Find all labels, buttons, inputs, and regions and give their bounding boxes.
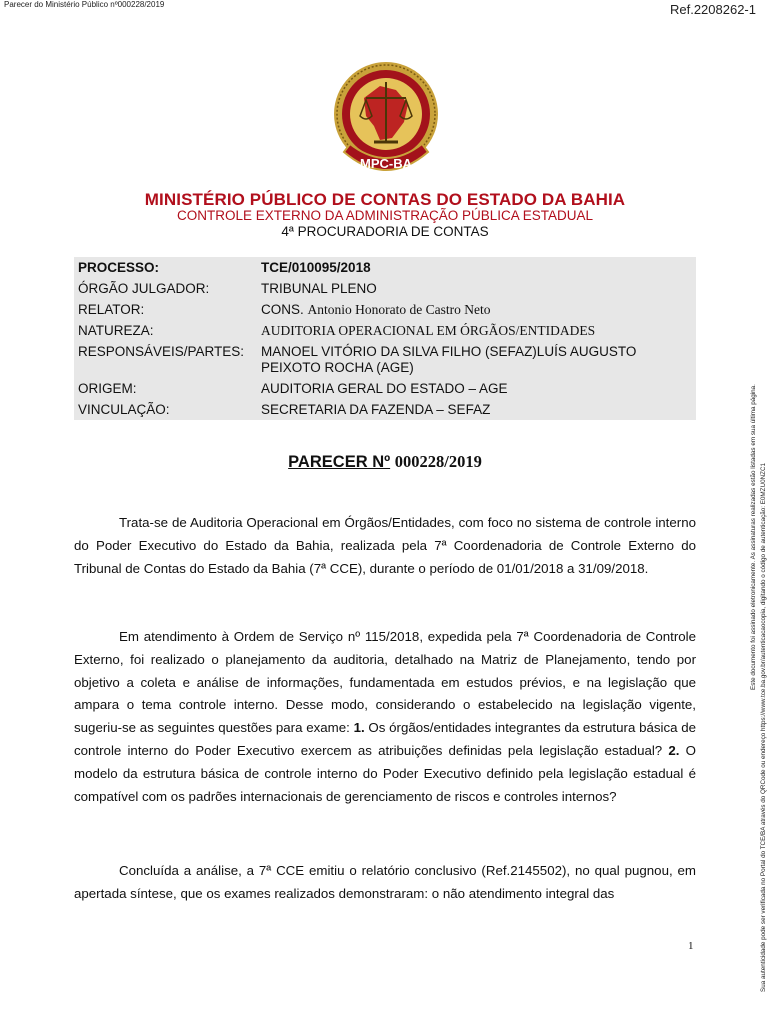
info-row-natureza bbox=[74, 320, 696, 341]
paragraph-2-text-a: Em atendimento à Ordem de Serviço nº 115/2018, expedida pela 7ª Coordenadoria de Controle Externo, foi realizado o planejamento da auditoria, detalhado na Matriz de Planejamento, tendo por objetivo a coleta e análise de informações, fundamentada em estudos prévios, e na legislação que ampara o tema controle interno. Desse modo, considerando o estabelecido na legislação vigente, sugeriu-se as seguintes questões para exame: bbox=[74, 629, 696, 736]
orgao-label: ÓRGÃO JULGADOR: bbox=[78, 281, 210, 296]
natureza-value: AUDITORIA OPERACIONAL EM ÓRGÃOS/ENTIDADES bbox=[261, 323, 596, 338]
vinculacao-value: SECRETARIA DA FAZENDA – SEFAZ bbox=[261, 402, 491, 417]
signature-notice: Este documento foi assinado eletronicamente. As assinaturas realizadas estão listadas em sua última página. bbox=[750, 384, 757, 690]
info-row-processo bbox=[74, 257, 696, 278]
institution-subtitle: CONTROLE EXTERNO DA ADMINISTRAÇÃO PÚBLICA ESTADUAL bbox=[176, 208, 594, 223]
paragraph-1-text: Trata-se de Auditoria Operacional em Órgãos/Entidades, com foco no sistema de controle interno do Poder Executivo do Estado da Bahia, realizada pela 7ª Coordenadoria de Controle Externo do Tribunal de Contas do Estado da Bahia (7ª CCE), durante o período de 01/01/2018 a 31/09/2018. bbox=[74, 515, 696, 576]
info-row-origem bbox=[74, 378, 696, 399]
authenticity-notice: Sua autenticidade pode ser verificada no Portal do TCE/BA através do QRCode ou endereço https://www.tce.ba.gov.br/autenticacaocopia, digitando o código de autenticação: E0MZU0NZC1 bbox=[760, 462, 767, 992]
relator-label: RELATOR: bbox=[78, 302, 145, 317]
page-number: 1 bbox=[688, 940, 694, 952]
paragraph-2 bbox=[74, 626, 696, 808]
parecer-label: PARECER Nº bbox=[288, 453, 391, 471]
info-row-orgao bbox=[74, 278, 696, 299]
vinculacao-label: VINCULAÇÃO: bbox=[78, 402, 170, 417]
parecer-heading bbox=[0, 452, 770, 472]
relator-value bbox=[261, 302, 696, 318]
relator-prefix: CONS. bbox=[261, 302, 304, 317]
institution-name: MINISTÉRIO PÚBLICO DE CONTAS DO ESTADO DA BAHIA bbox=[144, 190, 626, 209]
paragraph-1 bbox=[74, 512, 696, 580]
origem-label: ORIGEM: bbox=[78, 381, 137, 396]
paragraph-2-text-c: O modelo da estrutura básica de controle interno do Poder Executivo definido pela legislação estadual é compatível com os padrões internacionais de gerenciamento de riscos e controles internos? bbox=[74, 742, 696, 804]
mpc-ba-seal bbox=[330, 60, 442, 188]
question-2-number: 2. bbox=[668, 742, 680, 758]
reference-number: Ref.2208262-1 bbox=[669, 2, 756, 17]
question-1-number: 1. bbox=[353, 720, 365, 736]
info-row-responsaveis bbox=[74, 341, 696, 378]
paragraph-2-text-b: Os órgãos/entidades integrantes da estrutura básica de controle interno do Poder Executivo exercem as atribuições definidas pela legislação estadual? bbox=[74, 720, 697, 758]
office-name: 4ª PROCURADORIA DE CONTAS bbox=[281, 224, 489, 239]
info-row-vinculacao bbox=[74, 399, 696, 420]
seal-text: MPC-BA bbox=[360, 156, 412, 171]
orgao-value: TRIBUNAL PLENO bbox=[261, 281, 377, 296]
processo-value: TCE/010095/2018 bbox=[261, 260, 371, 275]
paragraph-3-text: Concluída a análise, a 7ª CCE emitiu o relatório conclusivo (Ref.2145502), no qual pugnou, em apertada síntese, que os exames realizados demonstraram: o não atendimento integral das bbox=[74, 863, 696, 901]
origem-value: AUDITORIA GERAL DO ESTADO – AGE bbox=[261, 381, 508, 396]
relator-name: Antonio Honorato de Castro Neto bbox=[307, 302, 491, 317]
responsaveis-value: MANOEL VITÓRIO DA SILVA FILHO (SEFAZ)LUÍS AUGUSTO PEIXOTO ROCHA (AGE) bbox=[261, 344, 637, 375]
process-info-table bbox=[74, 257, 696, 420]
processo-label: PROCESSO: bbox=[78, 260, 160, 275]
natureza-label: NATUREZA: bbox=[78, 323, 154, 338]
paragraph-3 bbox=[74, 860, 696, 906]
document-label: Parecer do Ministério Público nº000228/2019 bbox=[4, 0, 165, 9]
parecer-number: 000228/2019 bbox=[394, 452, 482, 471]
responsaveis-label: RESPONSÁVEIS/PARTES: bbox=[78, 344, 245, 359]
info-row-relator bbox=[74, 299, 696, 320]
